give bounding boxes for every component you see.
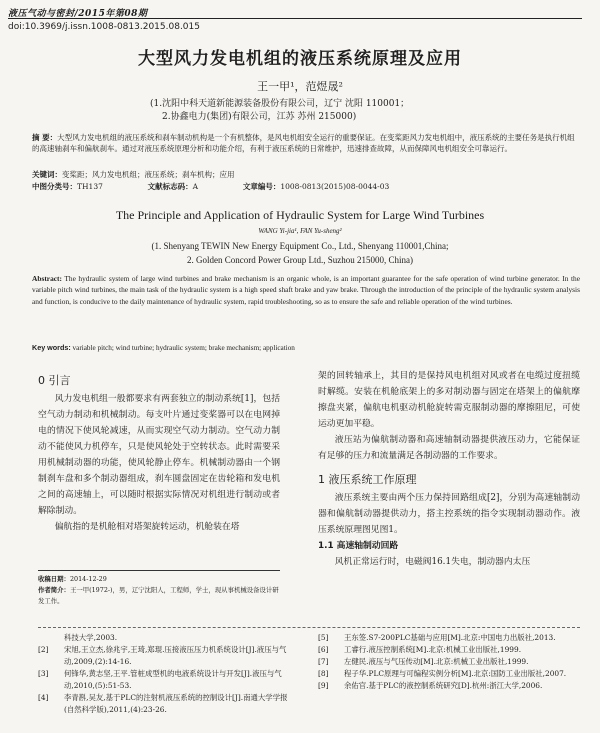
reference-text: 王东签.S7-200PLC基础与应用[M].北京:中国电力出版社,2013. [344, 633, 556, 642]
reference-text: 宋旭,王立杰,徐兆宇,王琦,郑琨.压接液压压力机系统设计[J].液压与气动,2009,(2):14-16. [64, 645, 287, 666]
keywords-cn-text: 变桨距；风力发电机组；液压系统；刹车机构；应用 [62, 170, 235, 179]
right-paragraph-2: 液压站为偏航制动器和高速轴制动器提供液压动力，它能保证有足够的压力和流量满足各制动器的工作要求。 [318, 435, 580, 461]
reference-text: 余佑官.基于PLC的液控制系统研究[D].杭州:浙江大学,2006. [344, 681, 543, 690]
bio-text: 王一甲(1972-)，男，辽宁沈阳人，工程师，学士，现从事机械设备设计研发工作。 [38, 586, 279, 605]
reference-item [38, 632, 290, 644]
right-column [318, 368, 580, 570]
bio-label: 作者简介： [38, 586, 70, 594]
abstract-cn-label: 摘 要： [32, 133, 58, 142]
keywords-en-text: variable pitch; wind turbine; hydraulic system; brake mechanism; application [72, 344, 295, 352]
reference-number: [3] [38, 669, 49, 678]
reference-number: [6] [318, 645, 329, 654]
reference-item [38, 668, 290, 692]
keywords-cn-label: 关键词： [32, 170, 62, 179]
paper-title: 大型风力发电机组的液压系统原理及应用 [138, 49, 462, 69]
english-affiliation-1: (1. Shenyang TEWIN New Energy Equipment Co., Ltd., Shenyang 110001,China; [151, 241, 449, 251]
keywords-en-label: Key words: [32, 343, 71, 352]
left-column [38, 391, 280, 535]
reference-number [38, 632, 64, 644]
keywords-cn [32, 169, 580, 180]
reference-item [318, 668, 580, 680]
reference-text: 李青斟,吴友,基于PLC的注射机液压系统的控制设计[J].南通大学学报(自然科学版),2011,(4):23-26. [64, 693, 288, 714]
references-left [38, 632, 290, 716]
clc-value: TH137 [77, 182, 103, 191]
reference-item [38, 692, 290, 716]
footnote-divider [38, 570, 280, 571]
right-paragraph-1: 架的回转轴承上，其目的是保持风电机组对风或者在电缆过度扭缆时解缆。安装在机舱底架上的多对制动器与固定在塔架上的偏航摩擦盘夹紧，偏航电机驱动机舱旋转需克服制动器的摩擦阻尼，可使运动更加平稳。 [318, 371, 580, 429]
classification-line [32, 181, 580, 192]
article-number-label: 文章编号： [242, 182, 281, 191]
reference-number: [7] [318, 657, 329, 666]
reference-text: 工睿行.液压控制系统[M].北京:机械工业出版社,1999. [344, 645, 522, 654]
reference-number: [4] [38, 693, 49, 702]
abstract-cn-text: 大型风力发电机组的液压系统和刹车制动机构是一个有机整体，是风电机组安全运行的重要保证。在变桨距风力发电机组中，液压系统的主要任务是执行机组的高速轴刹车和偏航刹车。通过对液压系统原理分析和功能介绍，有利于液压系统的日常维护，迅速排查故障，从而保障风电机组安全可靠运行。 [32, 133, 575, 153]
affiliation-2: 2.协鑫电力(集团)有限公司，江苏 苏州 215000) [162, 112, 357, 122]
section-1-heading: 1 液压系统工作原理 [318, 473, 417, 486]
reference-item [318, 656, 580, 668]
reference-item [318, 680, 580, 692]
code-label: 文献标志码： [147, 182, 193, 191]
article-number-value: 1008-0813(2015)08-0044-03 [280, 182, 390, 191]
journal-header: 液压气动与密封/2015年第08期 [8, 9, 148, 19]
subsection-1-1-paragraph: 风机正常运行时，电磁阀16.1失电，制动器内太压 [334, 557, 531, 567]
clc-label: 中图分类号： [32, 182, 77, 191]
affiliation-1: (1.沈阳中科天道新能源装备股份有限公司，辽宁 沈阳 110001； [150, 99, 410, 109]
reference-number: [5] [318, 633, 329, 642]
reference-text: 科技大学,2003. [64, 633, 118, 642]
abstract-en-text: The hydraulic system of large wind turbines and brake mechanism is an organic whole, is an important guarantee for the safe operation of wind turbine generator. In the variable pitch wind turbines, the main task of the hydraulic system is a high speed shaft brake and yaw brake. Through the introduction of the principle of the hydraulic system analysis and function, is conducive to the daily maintenance of hydraulic system, rapid troubleshooting, so as to ensure the safe and reliable operation of the wind turbines. [32, 274, 580, 306]
abstract-cn [32, 132, 580, 154]
section-1-paragraph: 液压系统主要由两个压力保持回路组成[2]，分别为高速轴制动器和偏航制动器提供动力，搭主控系统的指令实现制动器动作。液压系统原理图见图1。 [318, 493, 580, 535]
reference-number: [2] [38, 645, 49, 654]
reference-text: 左健民.液压与气压传动[M].北京:机械工业出版社,1999. [344, 657, 529, 666]
references-right [318, 632, 580, 692]
footnote [38, 574, 280, 607]
reference-text: 何锋华,黄志坚,王平.管桩成型机的电液系统设计与开发[J].液压与气动,2010,(5):51-53. [64, 669, 282, 690]
reference-text: 程子华.PLC原理与可编程实例分析[M].北京:国防工业出版社,2007. [344, 669, 567, 678]
author-bio [38, 585, 280, 607]
english-title: The Principle and Application of Hydraulic System for Large Wind Turbines [115, 208, 485, 222]
received-label: 收稿日期： [38, 575, 70, 583]
abstract-en [32, 273, 580, 307]
references-divider [38, 627, 580, 628]
intro-paragraph-2: 偏航指的是机舱相对塔架旋转运动，机舱装在塔 [54, 522, 240, 532]
reference-item [318, 644, 580, 656]
reference-item [38, 644, 290, 668]
reference-number: [9] [318, 681, 329, 690]
english-affiliation-2: 2. Golden Concord Power Group Ltd., Suzhou 215000, China) [187, 255, 413, 265]
abstract-en-label: Abstract: [32, 274, 62, 283]
keywords-en [32, 343, 295, 352]
doi[interactable]: doi:10.3969/j.issn.1008-0813.2015.08.015 [8, 22, 200, 32]
received-value: 2014-12-29 [69, 575, 107, 583]
received-date [38, 574, 280, 585]
authors: 王一甲¹，范煜晟² [257, 80, 343, 93]
reference-number: [8] [318, 669, 329, 678]
section-0-heading: 0 引言 [38, 374, 71, 387]
english-authors: WANG Yi-jia¹, FAN Yu-sheng² [258, 227, 342, 235]
code-value: A [192, 182, 199, 191]
intro-paragraph-1: 风力发电机组一般都要求有两套独立的制动系统[1]，包括空气动力制动和机械制动。每支叶片通过变桨器可以在电网掉电的情况下使风轮减速，从而实现空气动力制动。空气动力制动不能使风力机停车，只是使风轮处于空转状态。此时需要采用机械制动器的功能，使风轮静止停车。机械制动器由一个钢制刹车盘和多个制动器组成，刹车圆盘固定在齿轮箱和发电机之间的高速轴上，可以随时根据实际情况对机组进行制动或者解除制动。 [38, 394, 280, 516]
reference-item [318, 632, 580, 644]
header-divider [8, 18, 582, 19]
subsection-1-1-heading: 1.1 高速轴制动回路 [318, 541, 399, 551]
